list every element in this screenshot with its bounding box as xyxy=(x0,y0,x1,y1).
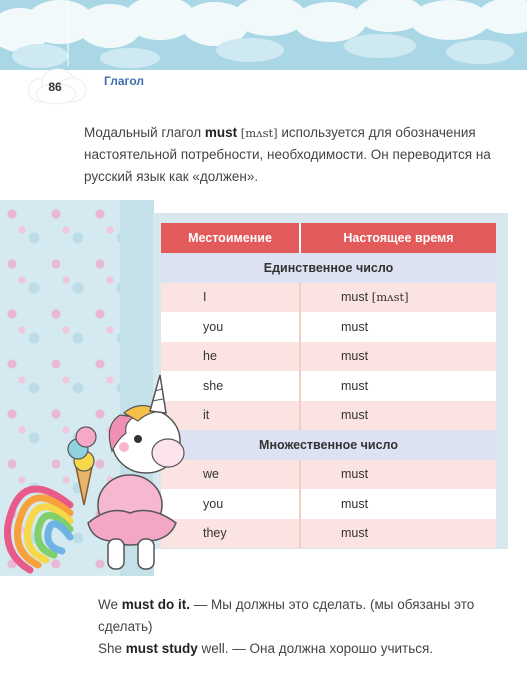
singular-label: Единственное число xyxy=(161,253,496,283)
pronoun-cell: you xyxy=(161,489,300,519)
cloud-decoration xyxy=(0,0,527,70)
form-cell xyxy=(300,283,496,313)
table-row xyxy=(161,283,496,313)
form-cell: must xyxy=(300,489,496,519)
table-row xyxy=(161,460,496,490)
form-cell: must xyxy=(300,371,496,401)
table-row xyxy=(161,312,496,342)
pronoun-cell: you xyxy=(161,312,300,342)
example-text: We xyxy=(98,597,122,612)
example-bold: must study xyxy=(125,641,198,656)
plural-label: Множественное число xyxy=(161,430,496,460)
unicorn-illustration xyxy=(0,355,200,585)
pronoun-cell: they xyxy=(161,519,300,549)
table-row xyxy=(161,342,496,372)
form-cell: must xyxy=(300,342,496,372)
table-row xyxy=(161,519,496,549)
conjugation-table xyxy=(161,223,496,548)
pronoun-cell: she xyxy=(161,371,300,401)
pronoun-cell: we xyxy=(161,460,300,490)
intro-text-1: Модальный глагол xyxy=(84,125,205,140)
intro-text-2: используется для обозначения настоятельной потребности, необходимости. Он переводится на русский язык как «должен». xyxy=(84,125,491,184)
singular-subheader xyxy=(161,253,496,283)
table-header-row xyxy=(161,223,496,253)
section-title: Глагол xyxy=(104,74,144,88)
pronoun-cell: it xyxy=(161,401,300,431)
header-pronoun: Местоимение xyxy=(161,223,300,253)
form-transcription: [mʌst] xyxy=(368,290,409,305)
example-text: She xyxy=(98,641,126,656)
example-text: — Мы должны это сделать. (мы обязаны это сделать) xyxy=(98,597,475,634)
form-cell: must xyxy=(300,312,496,342)
header-present-tense: Настоящее время xyxy=(300,223,496,253)
example-text: well. — Она должна хорошо учиться. xyxy=(197,641,434,656)
plural-subheader xyxy=(161,430,496,460)
pronoun-cell: he xyxy=(161,342,300,372)
pronoun-cell: I xyxy=(161,283,300,313)
form-text: must xyxy=(341,290,369,305)
page-number: 86 xyxy=(48,80,62,94)
example-bold: must do xyxy=(121,597,175,612)
intro-paragraph xyxy=(84,122,504,188)
table-row xyxy=(161,371,496,401)
table-row xyxy=(161,401,496,431)
example-1 xyxy=(98,594,508,638)
form-cell: must xyxy=(300,519,496,549)
form-cell: must xyxy=(300,460,496,490)
example-2 xyxy=(98,638,508,660)
form-cell: must xyxy=(300,401,496,431)
header-band xyxy=(0,0,527,70)
intro-verb: must xyxy=(204,125,238,140)
intro-transcription: [mʌst] xyxy=(237,126,282,140)
example-bold: it. xyxy=(178,597,191,612)
table-row xyxy=(161,489,496,519)
